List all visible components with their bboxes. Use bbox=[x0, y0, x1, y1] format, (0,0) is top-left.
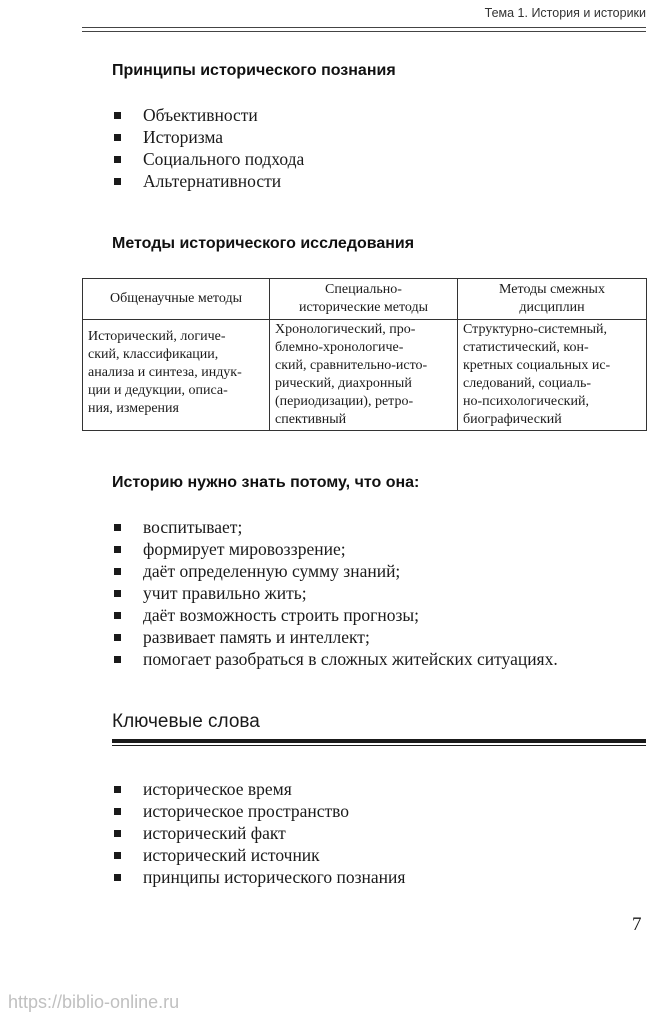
header-rule-2 bbox=[82, 31, 646, 32]
watermark: https://biblio-online.ru bbox=[8, 992, 180, 1012]
column-header-label: Методы смежных дисциплин bbox=[499, 282, 605, 315]
list-item: исторический факт bbox=[112, 822, 612, 844]
list-item: даёт возможность строить прогнозы; bbox=[112, 604, 642, 626]
keywords-rule-thin bbox=[112, 745, 646, 746]
cell-line: кретных социальных ис- bbox=[463, 358, 611, 373]
column-header-label: Специально-исторические методы bbox=[298, 282, 429, 315]
column-header bbox=[270, 279, 458, 320]
keywords-heading: Ключевые слова bbox=[112, 711, 260, 732]
cell-line: (периодизации), ретро- bbox=[275, 394, 414, 409]
why-list bbox=[112, 516, 642, 670]
cell-line: ский, сравнительно-исто- bbox=[275, 358, 428, 373]
table-header-row bbox=[83, 279, 647, 320]
column-header: Общенаучные методы bbox=[83, 279, 270, 320]
list-item: Историзма bbox=[112, 126, 612, 148]
cell-line: ции и дедукции, описа- bbox=[88, 383, 228, 398]
cell-line: ский, классификации, bbox=[88, 347, 219, 362]
table-cell bbox=[270, 320, 458, 431]
cell-line: но-психологический, bbox=[463, 394, 589, 409]
principles-heading: Принципы исторического познания bbox=[112, 62, 396, 79]
cell-line: следований, социаль- bbox=[463, 376, 592, 391]
running-header: Тема 1. История и историки bbox=[484, 6, 646, 20]
list-item: историческое время bbox=[112, 778, 612, 800]
cell-line: Исторический, логиче- bbox=[88, 329, 226, 344]
list-item: формирует мировоззрение; bbox=[112, 538, 642, 560]
cell-line: анализа и синтеза, индук- bbox=[88, 365, 242, 380]
keywords-rule-thick bbox=[112, 739, 646, 743]
list-item: развивает память и интеллект; bbox=[112, 626, 642, 648]
list-item: Альтернативности bbox=[112, 170, 612, 192]
cell-line: блемно-хронологиче- bbox=[275, 340, 404, 355]
table-row bbox=[83, 320, 647, 431]
cell-line: статистический, кон- bbox=[463, 340, 589, 355]
why-heading: Историю нужно знать потому, что она: bbox=[112, 474, 420, 491]
list-item: воспитывает; bbox=[112, 516, 642, 538]
list-item: Социального подхода bbox=[112, 148, 612, 170]
list-item: Объективности bbox=[112, 104, 612, 126]
table-cell bbox=[458, 320, 647, 431]
cell-line: рический, диахронный bbox=[275, 376, 412, 391]
page-number: 7 bbox=[632, 914, 642, 935]
keywords-list bbox=[112, 778, 612, 888]
principles-list bbox=[112, 104, 612, 192]
list-item: даёт определенную сумму знаний; bbox=[112, 560, 642, 582]
methods-table bbox=[82, 278, 647, 431]
list-item: помогает разобраться в сложных житейских ситуациях. bbox=[112, 648, 642, 670]
cell-line: Структурно-системный, bbox=[463, 322, 607, 337]
list-item: принципы исторического познания bbox=[112, 866, 612, 888]
list-item: историческое пространство bbox=[112, 800, 612, 822]
column-header bbox=[458, 279, 647, 320]
header-rule bbox=[82, 27, 646, 28]
methods-heading: Методы исторического исследования bbox=[112, 235, 415, 252]
list-item: учит правильно жить; bbox=[112, 582, 642, 604]
table-cell bbox=[83, 320, 270, 431]
list-item: исторический источник bbox=[112, 844, 612, 866]
cell-line: спективный bbox=[275, 412, 347, 427]
cell-line: биографический bbox=[463, 412, 562, 427]
cell-line: Хронологический, про- bbox=[275, 322, 416, 337]
cell-line: ния, измерения bbox=[88, 401, 179, 416]
